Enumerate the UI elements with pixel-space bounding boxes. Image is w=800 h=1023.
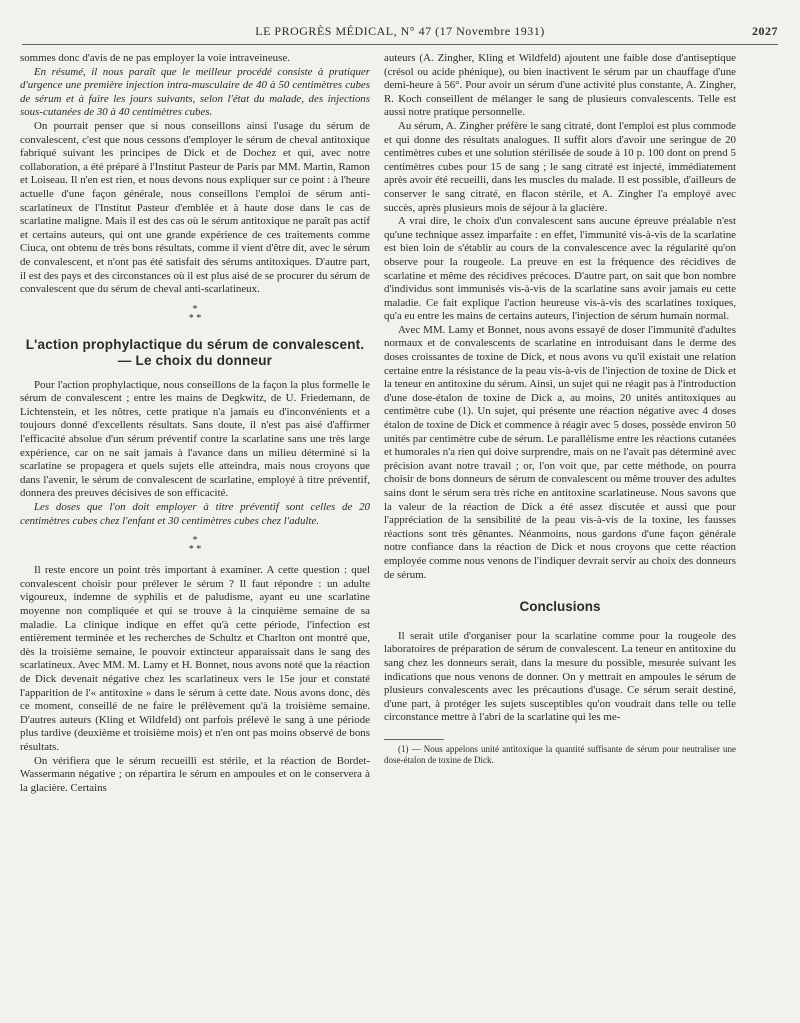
- paragraph: Au sérum, A. Zingher préfère le sang citraté, dont l'emploi est plus commode et qui donne des résultats analogues. Il suffit alors d'avoir une seringue de 20 centimètres cubes et une solution stérilisée de soude à 10 p. 100 dont on prend 5 centimètres cubes pour 15 de sang ; le sang citraté est injecté, immédiatement après avoir été recueilli, dans les muscles du malade. Il est possible, d'ailleurs de conserver le sang citraté, en flacon stérile, et A. Zingher l'a employé avec succès, après plusieurs mois de séjour à la glacière.: [384, 119, 736, 214]
- paragraph: On vérifiera que le sérum recueilli est stérile, et la réaction de Bordet-Wassermann négative ; on répartira le sérum en ampoules et on le conservera à la glacière. Certains: [20, 754, 370, 794]
- left-column: [20, 52, 370, 1017]
- dose-paragraph: Les doses que l'on doit employer à titre préventif sont celles de 20 centimètres cubes chez l'enfant et 30 centimètres cubes chez l'adulte.: [20, 501, 370, 527]
- paragraph: Avec MM. Lamy et Bonnet, nous avons essayé de doser l'immunité d'adultes normaux et de convalescents de scarlatine en introduisant dans le derme des doses croissantes de toxine de Dick, et nous avons vu qu'il existait une relation certaine entre la résistance de la peau vis-à-vis de l'injection de toxine de Dick et la teneur en antitoxine du sérum. Ainsi, un sujet qui ne réagit pas à l'introduction d'une dose-étalon de toxine de Dick a, au moins, 20 unités antitoxiques au centimètre cube (1). Un sujet, qui présente une réaction négative avec 4 doses étalon de toxine de Dick et commence à réagir avec 5 doses, possède environ 50 unités par centimètre cube de sérum. Le parallélisme entre les réactions cutanées et humorales n'a rien qui doive surprendre, mais on ne l'avait pas déterminé avec précision avant notre travail ; or, l'on voit que, par cette méthode, on pourra choisir de bons donneurs de sérum de convalescent ou même trouver des adultes sains dont le sérum sera très riche en antitoxine scarlatineuse. Nous savons que la valeur de la réaction de Dick a été assez discutée et aussi que pour l'appréciation de la sensibilité de la peau vis-à-vis de la toxine, les fausses réactions sont très gênantes. Néanmoins, nous gardons d'une façon générale notre confiance dans la réaction de Dick et nous croyons que cette réaction employée comme nous venons de l'indiquer devrait servir au choix des donneurs de sérum.: [384, 323, 736, 581]
- footnote-divider: [384, 739, 444, 740]
- page-number: 2027: [752, 24, 778, 38]
- paragraph: auteurs (A. Zingher, Kling et Wildfeld) ajoutent une faible dose d'antiseptique (crésol ou acide phénique), ou bien inactivent le sérum par un chauffage d'une demi-heure à 56°. Pour avoir un sérum d'une activité plus constante, A. Zingher, R. Koch conseillent de mélanger le sang de plusieurs convalescents. Telle est aussi notre pratique personnelle.: [384, 52, 736, 119]
- footnote: (1) — Nous appelons unité antitoxique la quantité suffisante de sérum pour neutraliser une dose-étalon de toxine de Dick.: [384, 743, 736, 765]
- section-title: L'action prophylactique du sérum de convalescent. — Le choix du donneur: [25, 336, 365, 368]
- page-header: [22, 22, 778, 45]
- paragraph: Il serait utile d'organiser pour la scarlatine comme pour la rougeole des laboratoires de préparation de sérum de convalescent. La teneur en antitoxine du sang chez les donneurs serait, dans la mesure du possible, mesurée suivant les indications que nous venons de donner. On y mettrait en ampoules le sérum de plusieurs convalescents avec les précautions d'usage. Ce sérum serait destiné, d'une part, à protéger les sujets susceptibles qu'on voudrait dans telle ou telle circonstance mettre à l'abri de la scarlatine qui les me-: [384, 629, 736, 724]
- conclusions-title: Conclusions: [519, 599, 601, 615]
- journal-title: LE PROGRÈS MÉDICAL, N° 47 (17 Novembre 1931): [255, 24, 545, 38]
- paragraph: On pourrait penser que si nous conseillons ainsi l'usage du sérum de convalescent, c'est que nous cessons d'employer le sérum de cheval antitoxique fabriqué suivant les principes de Dick et de Dochez et qui, avec notre collaboration, a été préparé à l'Institut Pasteur de Paris par MM. Martin, Ramon et Loiseau. Il n'en est rien, et nous devons nous expliquer sur ce point : à l'heure actuelle d'une façon générale, nous conseillons l'emploi de sérum anti-scarlatineux de l'Institut Pasteur d'emblée et à haute dose dans le cas de scarlatine maligne. Mais il est des cas où le sérum antitoxique ne paraît pas actif et certains auteurs, qui ont une grande expérience de ces traitements comme Ciuca, ont obtenu de très bons résultats, comme il vient d'être dit, avec le sérum de convalescent, et n'ont pas été satisfait des sérums antitoxiques. D'autre part, il est des pays et des circonstances où il est plus aisé de se procurer du sérum de convalescent que du sérum de cheval anti-scarlatineux.: [20, 119, 370, 296]
- summary-paragraph: En résumé, il nous paraît que le meilleur procédé consiste à pratiquer d'urgence une première injection intra-musculaire de 40 à 50 centimètres cubes de sérum et à faire les jours suivants, selon l'état du malade, des injections sous-cutanées de 30 à 40 centimètres cubes.: [20, 65, 370, 119]
- section-separator: * * *: [188, 535, 202, 556]
- paragraph: sommes donc d'avis de ne pas employer la voie intraveineuse.: [20, 52, 290, 64]
- paragraph: A vrai dire, le choix d'un convalescent sans aucune épreuve préalable n'est qu'une technique assez imparfaite : en effet, l'immunité vis-à-vis de la scarlatine est bien loin de s'établir au cours de la convalescence avec la régularité qu'on observe pour la rougeole. La preuve en est la fréquence des récidives de scarlatine et même des récidives précoces. D'autre part, on sait que bon nombre d'individus sont immunisés vis-à-vis de la scarlatine sans avoir jamais eu cette maladie. Ce fait explique l'action heureuse vis-à-vis des scarlatines toxiques, qu'a eu entre les mains de certains auteurs, l'injection de sérum humain normal.: [384, 215, 736, 323]
- paragraph: Il reste encore un point très important à examiner. A cette question : quel convalescent choisir pour prélever le sérum ? Il faut répondre : un adulte vigoureux, indemne de syphilis et de paludisme, ayant eu une scarlatine moyenne non compliquée et qui se trouve à la cinquième semaine de sa maladie. La clinique indique en effet qu'à cette période, l'infection est entièrement terminée et les recherches de Schultz et Charlton ont montré que, dès la troisième semaine, le pouvoir extincteur apparaissait dans le sang des scarlatineux. Avec MM. M. Lamy et H. Bonnet, nous avons noté que la réaction de Dick devenait négative chez les scarlatineux vers le 15e jour et constaté l'apparition de l'« antitoxine » dans le sérum à cette date. Nous avons donc, dès ce moment, conseillé de ne faire le prélèvement qu'à la troisième semaine. D'autres auteurs (Kling et Wildfeld) ont parfois prélevé le sang à une période plus tardive (deuxième et troisième mois) et n'en ont pas moins observé de bons résultats.: [20, 564, 370, 753]
- section-separator: * * *: [188, 303, 202, 324]
- right-column: [384, 52, 736, 1017]
- paragraph: Pour l'action prophylactique, nous conseillons de la façon la plus formelle le sérum de convalescent ; entre les mains de Degkwitz, de U. Friedemann, de Lichtenstein, et les nôtres, cette pratique n'a jamais eu d'inconvénients et a toujours donné d'excellents résultats. Sans doute, il n'est pas aisé d'affirmer l'efficacité absolue d'un sérum préventif contre la scarlatine sans une très large expérience, car on ne sait jamais à l'avance dans un milieu déterminé si la scarlatine se propagera et quels sujets elle atteindra, mais nous croyons que dans l'avenir, le sérum de convalescent de scarlatine, employé à titre préventif, donnera des preuves décisives de son efficacité.: [20, 378, 370, 500]
